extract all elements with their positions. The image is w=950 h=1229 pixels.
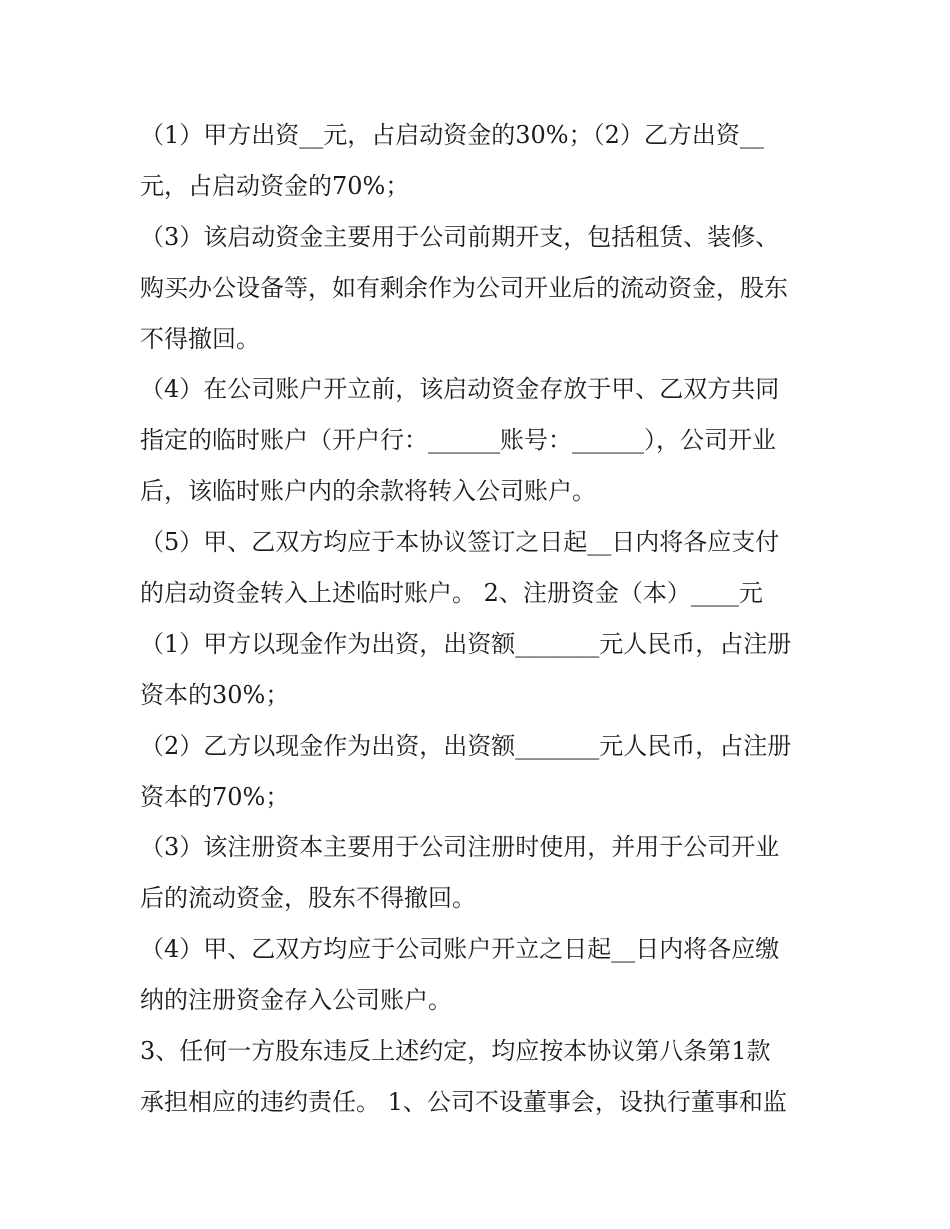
text-line: （3）该启动资金主要用于公司前期开支，包括租赁、装修、 (140, 222, 780, 251)
text-line: （4）在公司账户开立前，该启动资金存放于甲、乙双方共同 (140, 375, 780, 404)
text-line: 承担相应的违约责任。 1、公司不设董事会，设执行董事和监 (140, 1087, 787, 1116)
text-line: 后，该临时账户内的余款将转入公司账户。 (140, 477, 596, 506)
text-line: 的启动资金转入上述临时账户。 2、注册资金（本）____元 (140, 579, 763, 608)
text-line: （3）该注册资本主要用于公司注册时使用，并用于公司开业 (140, 833, 780, 862)
text-line: 资本的70%； (140, 782, 290, 811)
text-line: 纳的注册资金存入公司账户。 (140, 986, 452, 1015)
text-line: 3、任何一方股东违反上述约定，均应按本协议第八条第1款 (140, 1037, 771, 1066)
text-line: （5）甲、乙双方均应于本协议签订之日起__日内将各应支付 (140, 528, 780, 557)
text-line: （4）甲、乙双方均应于公司账户开立之日起__日内将各应缴 (140, 935, 780, 964)
text-line: 资本的30%； (140, 680, 290, 709)
text-line: 指定的临时账户（开户行：______账号：______），公司开业 (140, 426, 776, 455)
document-body (140, 110, 820, 1128)
text-line: （1）甲方以现金作为出资，出资额_______元人民币，占注册 (140, 629, 792, 658)
text-line: 元，占启动资金的70%； (140, 171, 410, 200)
text-line: （1）甲方出资__元，占启动资金的30%；（2）乙方出资__ (140, 121, 764, 149)
text-line: 后的流动资金，股东不得撤回。 (140, 884, 476, 913)
text-line: 不得撤回。 (140, 324, 260, 353)
text-line: （2）乙方以现金作为出资，出资额_______元人民币，占注册 (140, 731, 792, 760)
text-line: 购买办公设备等，如有剩余作为公司开业后的流动资金，股东 (140, 273, 788, 302)
